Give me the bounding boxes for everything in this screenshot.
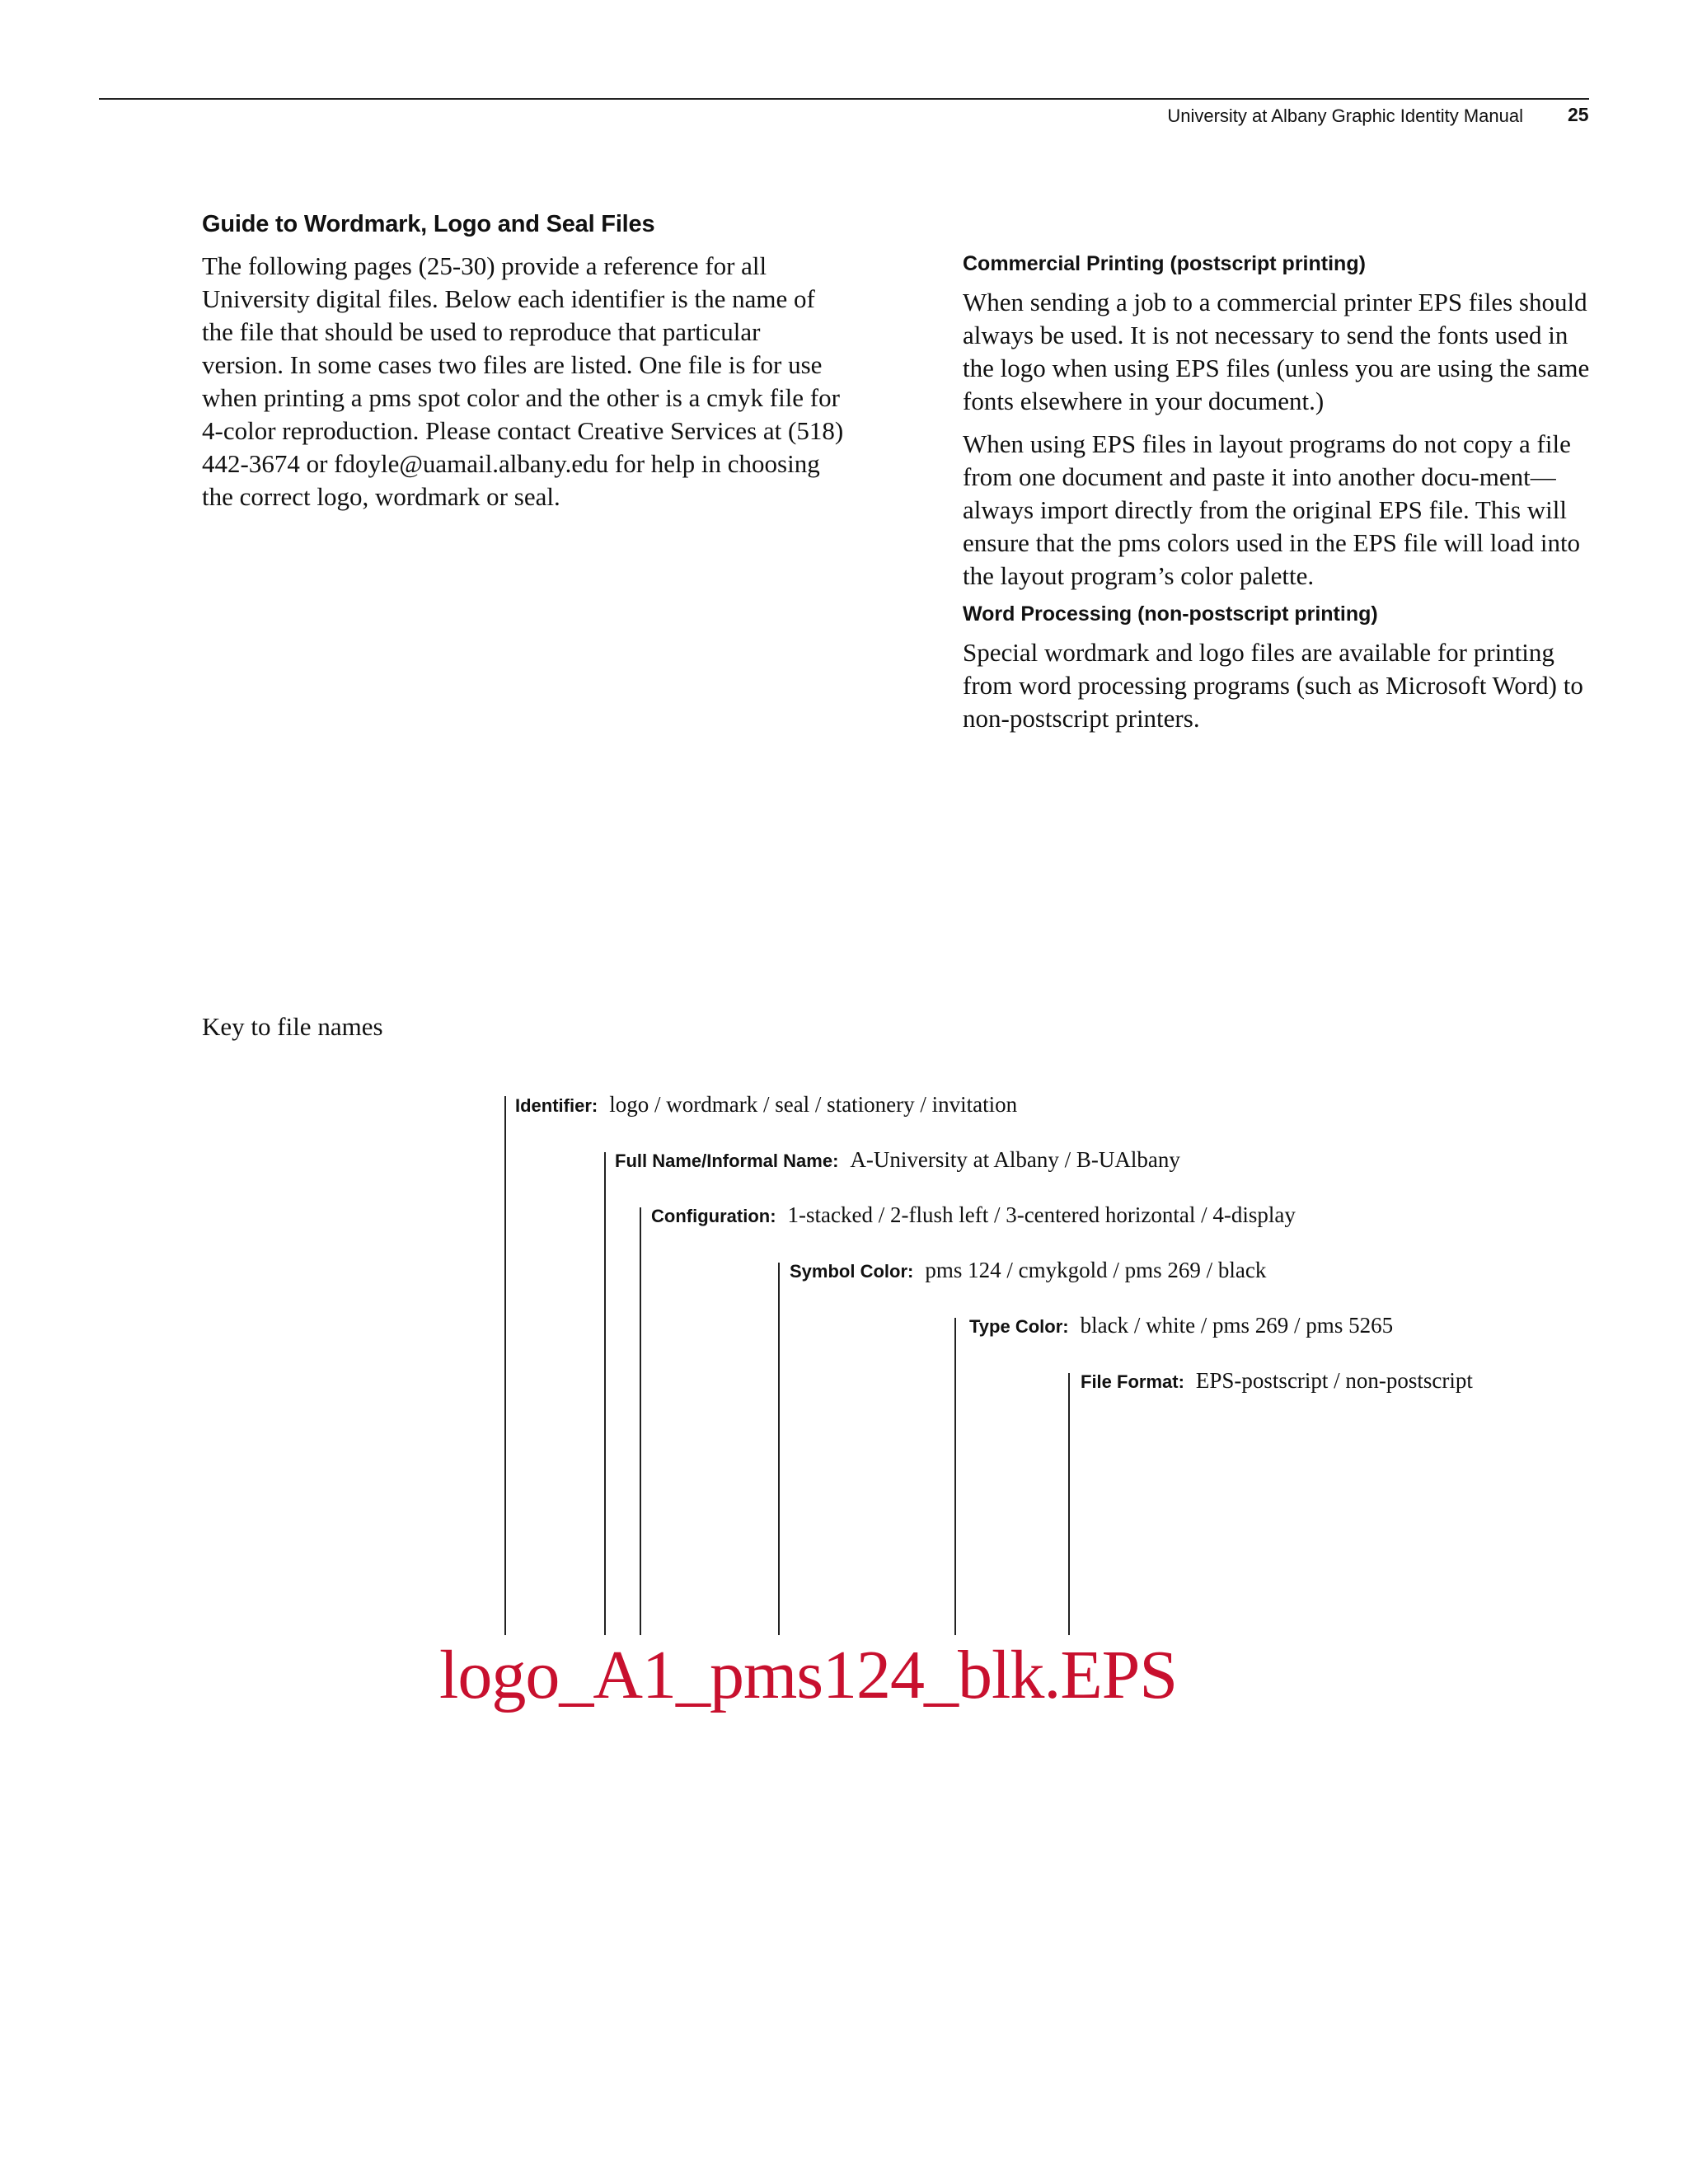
key-label: Configuration: bbox=[651, 1206, 776, 1226]
example-filename: logo_A1_pms124_blk.EPS bbox=[439, 1637, 1178, 1713]
left-column bbox=[202, 211, 845, 523]
intro-paragraph: The following pages (25-30) provide a reference for all University digital files. Below each identifier is the name of the file that should be used to reproduce that particular version. In some cases two files are listed. One file is for use when printing a pms spot color and the other is a cmyk file for 4-color reproduction. Please contact Creative Services at (518) 442-3674 or fdoyle@uamail.albany.edu for help in choosing the correct logo, wordmark or seal. bbox=[202, 251, 844, 511]
key-row-file-format bbox=[1081, 1368, 1473, 1394]
key-value: 1-stacked / 2-flush left / 3-centered horizontal / 4-display bbox=[787, 1202, 1296, 1227]
key-row-type-color bbox=[969, 1313, 1393, 1338]
key-row-symbol-color bbox=[790, 1258, 1266, 1283]
running-header: University at Albany Graphic Identity Manual bbox=[1167, 105, 1523, 126]
key-label: Type Color: bbox=[969, 1316, 1069, 1337]
key-label: Full Name/Informal Name: bbox=[615, 1151, 839, 1171]
section-heading: Guide to Wordmark, Logo and Seal Files bbox=[202, 211, 655, 237]
key-title: Key to file names bbox=[202, 1012, 383, 1041]
commercial-printing-heading: Commercial Printing (postscript printing) bbox=[963, 252, 1366, 275]
page-number: 25 bbox=[1568, 104, 1589, 125]
word-processing-heading: Word Processing (non-postscript printing) bbox=[963, 602, 1378, 626]
header-rule bbox=[99, 98, 1589, 100]
identifier-leader-line bbox=[504, 1096, 506, 1635]
full-name-leader-line bbox=[604, 1152, 606, 1635]
key-value: A-University at Albany / B-UAlbany bbox=[850, 1147, 1180, 1172]
key-value: logo / wordmark / seal / stationery / invitation bbox=[609, 1092, 1018, 1117]
key-value: black / white / pms 269 / pms 5265 bbox=[1080, 1313, 1394, 1338]
key-label: Identifier: bbox=[515, 1095, 598, 1116]
key-row-identifier bbox=[515, 1092, 1017, 1118]
key-row-configuration bbox=[651, 1202, 1296, 1228]
right-column bbox=[963, 252, 1597, 745]
commercial-paragraph-2: When using EPS files in layout programs do not copy a file from one document and paste it into another docu-ment—always import directly from the original EPS file. This will ensure that the pms colors used in the EPS file will load into the layout program’s color palette. bbox=[963, 429, 1581, 590]
key-label: File Format: bbox=[1081, 1371, 1184, 1392]
symbol-color-leader-line bbox=[778, 1263, 780, 1635]
file-format-leader-line bbox=[1068, 1373, 1070, 1635]
key-label: Symbol Color: bbox=[790, 1261, 914, 1282]
type-color-leader-line bbox=[954, 1318, 956, 1635]
commercial-paragraph-1: When sending a job to a commercial printer EPS files should always be used. It is not necessary to send the fonts used in the logo when using EPS files (unless you are using the same fonts elsewhere in your document.) bbox=[963, 288, 1590, 415]
word-processing-paragraph: Special wordmark and logo files are available for printing from word processing programs (such as Microsoft Word) to non-postscript printers. bbox=[963, 638, 1583, 733]
key-value: pms 124 / cmykgold / pms 269 / black bbox=[925, 1258, 1267, 1282]
configuration-leader-line bbox=[640, 1207, 641, 1635]
key-row-full-name bbox=[615, 1147, 1180, 1173]
key-value: EPS-postscript / non-postscript bbox=[1195, 1368, 1473, 1393]
